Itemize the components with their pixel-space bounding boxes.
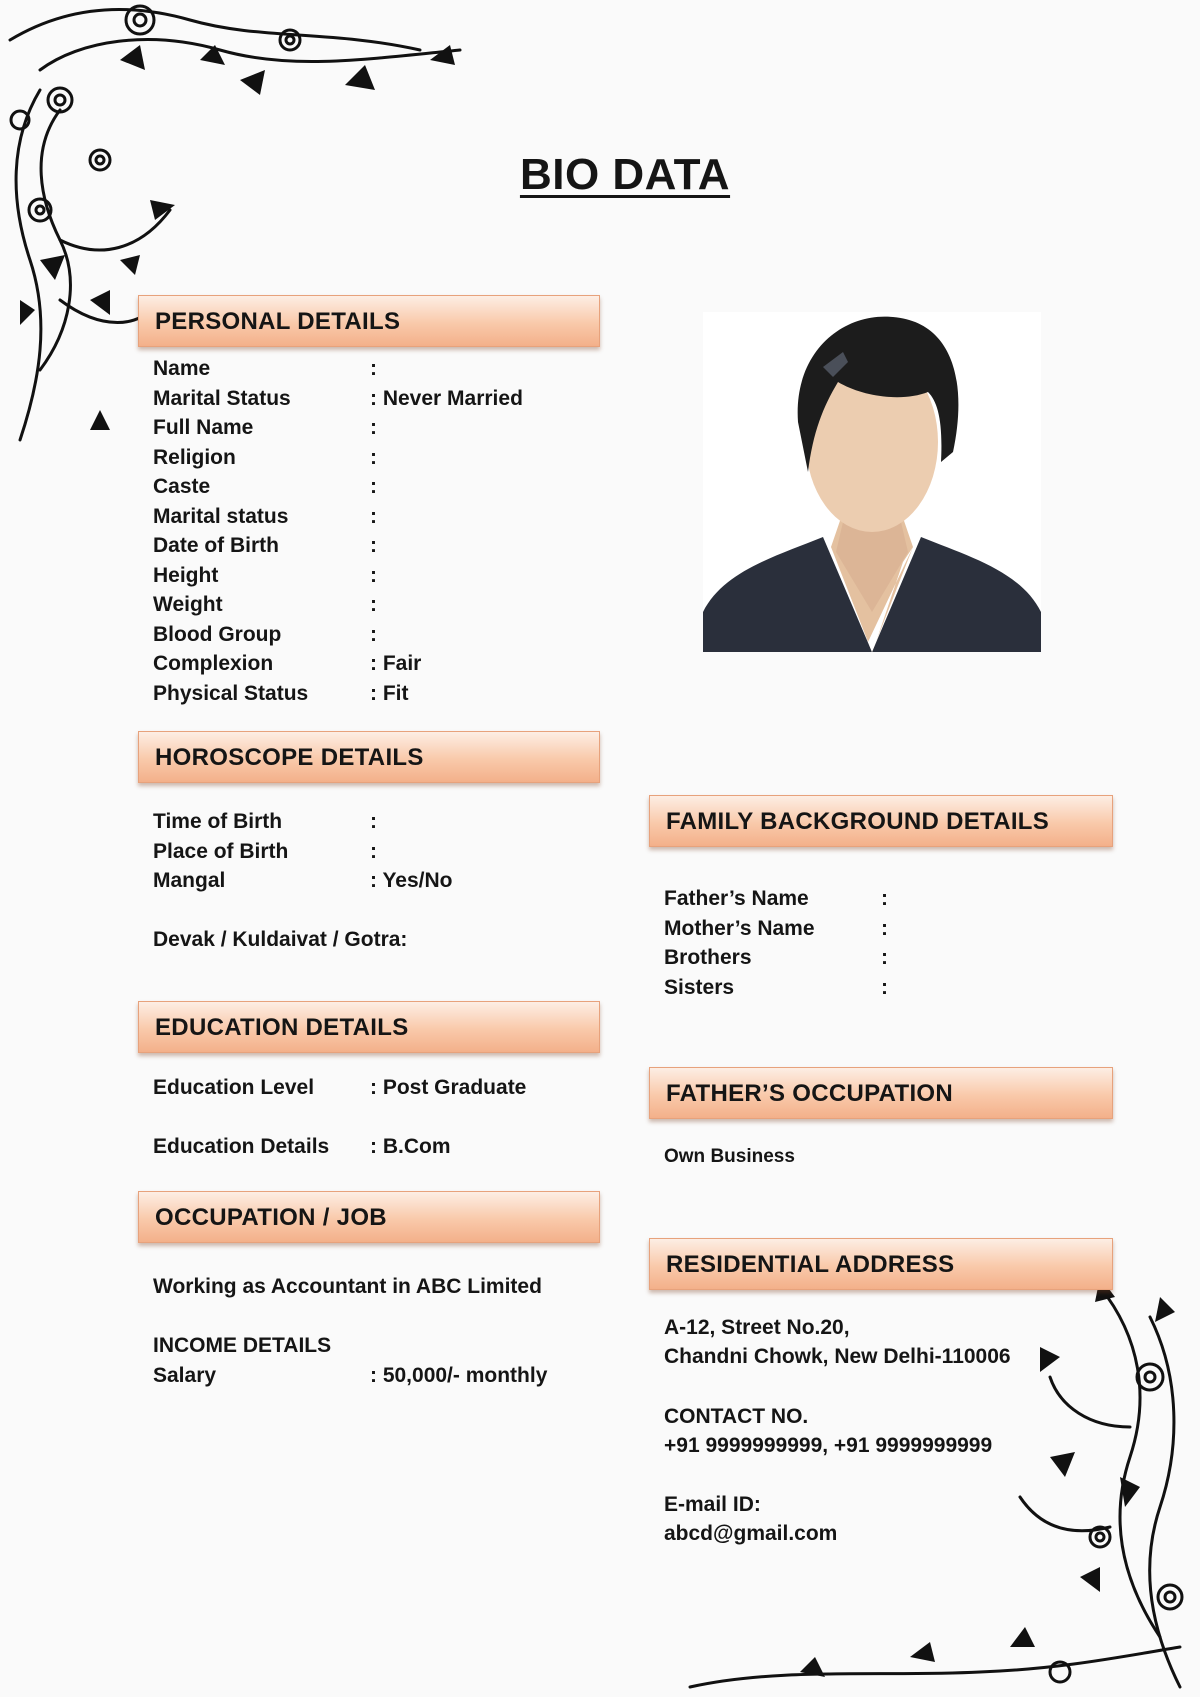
education-details-header: EDUCATION DETAILS bbox=[138, 1001, 600, 1053]
personal-detail-value: : bbox=[370, 593, 377, 616]
address-line-1: A-12, Street No.20, bbox=[664, 1316, 850, 1339]
personal-detail-value: : bbox=[370, 445, 377, 469]
personal-detail-value: : bbox=[370, 416, 377, 439]
personal-detail-row bbox=[153, 384, 613, 413]
personal-detail-value: : bbox=[370, 357, 377, 380]
personal-detail-row bbox=[153, 679, 613, 708]
salary-value: : 50,000/- monthly bbox=[370, 1364, 548, 1387]
occupation-header: OCCUPATION / JOB bbox=[138, 1191, 600, 1243]
personal-detail-value: : Never Married bbox=[370, 386, 523, 410]
personal-detail-row bbox=[153, 413, 613, 442]
avatar-icon bbox=[703, 312, 1041, 652]
father-occupation-header: FATHER’S OCCUPATION bbox=[649, 1067, 1113, 1119]
personal-detail-value: : Fair bbox=[370, 652, 422, 675]
family-detail-value: : bbox=[881, 916, 888, 940]
income-heading: INCOME DETAILS bbox=[153, 1334, 332, 1357]
personal-detail-label: Blood Group bbox=[153, 622, 282, 646]
personal-detail-row bbox=[153, 354, 613, 383]
personal-detail-label: Caste bbox=[153, 475, 211, 498]
personal-detail-label: Marital Status bbox=[153, 386, 291, 410]
residential-address-header: RESIDENTIAL ADDRESS bbox=[649, 1238, 1113, 1290]
personal-detail-row bbox=[153, 620, 613, 649]
personal-detail-row bbox=[153, 443, 613, 472]
personal-detail-label: Height bbox=[153, 563, 219, 587]
personal-detail-row bbox=[153, 649, 613, 678]
address-line-2: Chandni Chowk, New Delhi-110006 bbox=[664, 1345, 1011, 1368]
horoscope-detail-label: Time of Birth bbox=[153, 810, 283, 833]
education-detail-row bbox=[153, 1073, 613, 1102]
profile-photo bbox=[703, 312, 1041, 652]
family-background-header: FAMILY BACKGROUND DETAILS bbox=[649, 795, 1113, 847]
personal-detail-label: Marital status bbox=[153, 504, 289, 528]
education-detail-value: : Post Graduate bbox=[370, 1076, 527, 1099]
horoscope-details-header: HOROSCOPE DETAILS bbox=[138, 731, 600, 783]
family-detail-value: : bbox=[881, 946, 888, 969]
education-detail-value: : B.Com bbox=[370, 1135, 451, 1158]
personal-detail-label: Weight bbox=[153, 593, 223, 616]
personal-detail-row bbox=[153, 561, 613, 590]
personal-detail-label: Date of Birth bbox=[153, 534, 279, 557]
family-detail-row bbox=[664, 973, 1124, 1002]
family-detail-label: Sisters bbox=[664, 975, 735, 999]
horoscope-detail-row bbox=[153, 837, 613, 866]
family-detail-value: : bbox=[881, 887, 888, 910]
family-detail-label: Mother’s Name bbox=[664, 916, 815, 940]
personal-detail-value: : bbox=[370, 475, 377, 498]
family-detail-row bbox=[664, 943, 1124, 972]
page-title: BIO DATA bbox=[519, 150, 731, 199]
contact-value: +91 9999999999, +91 9999999999 bbox=[664, 1434, 993, 1457]
occupation-text: Working as Accountant in ABC Limited bbox=[153, 1275, 542, 1298]
email-heading: E-mail ID: bbox=[664, 1493, 761, 1516]
gotra-label: Devak / Kuldaivat / Gotra: bbox=[153, 928, 408, 951]
personal-detail-value: : bbox=[370, 504, 377, 528]
horoscope-detail-value: : bbox=[370, 839, 377, 863]
personal-detail-label: Physical Status bbox=[153, 681, 309, 705]
horoscope-detail-value: : bbox=[370, 810, 377, 833]
personal-detail-row bbox=[153, 590, 613, 619]
salary-row bbox=[153, 1361, 603, 1390]
personal-detail-value: : bbox=[370, 622, 377, 646]
education-detail-label: Education Details bbox=[153, 1135, 330, 1158]
email-value: abcd@gmail.com bbox=[664, 1522, 838, 1545]
personal-detail-row bbox=[153, 472, 613, 501]
personal-detail-label: Religion bbox=[153, 445, 236, 469]
personal-details-header: PERSONAL DETAILS bbox=[138, 295, 600, 347]
family-detail-value: : bbox=[881, 975, 888, 999]
family-detail-label: Brothers bbox=[664, 946, 752, 969]
personal-detail-label: Name bbox=[153, 357, 211, 380]
personal-detail-label: Full Name bbox=[153, 416, 254, 439]
horoscope-detail-row bbox=[153, 807, 613, 836]
horoscope-detail-value: : Yes/No bbox=[370, 869, 453, 892]
contact-heading: CONTACT NO. bbox=[664, 1405, 809, 1428]
family-detail-label: Father’s Name bbox=[664, 887, 809, 910]
salary-label: Salary bbox=[153, 1364, 217, 1387]
education-detail-row bbox=[153, 1132, 613, 1161]
horoscope-detail-label: Mangal bbox=[153, 869, 226, 892]
family-detail-row bbox=[664, 884, 1124, 913]
horoscope-detail-row bbox=[153, 866, 613, 895]
father-occupation-text: Own Business bbox=[664, 1146, 795, 1167]
personal-detail-row bbox=[153, 502, 613, 531]
family-detail-row bbox=[664, 914, 1124, 943]
horoscope-detail-label: Place of Birth bbox=[153, 839, 289, 863]
personal-detail-row bbox=[153, 531, 613, 560]
personal-detail-value: : Fit bbox=[370, 681, 409, 705]
personal-detail-value: : bbox=[370, 534, 377, 557]
education-detail-label: Education Level bbox=[153, 1076, 315, 1099]
personal-detail-label: Complexion bbox=[153, 652, 274, 675]
personal-detail-value: : bbox=[370, 563, 377, 587]
